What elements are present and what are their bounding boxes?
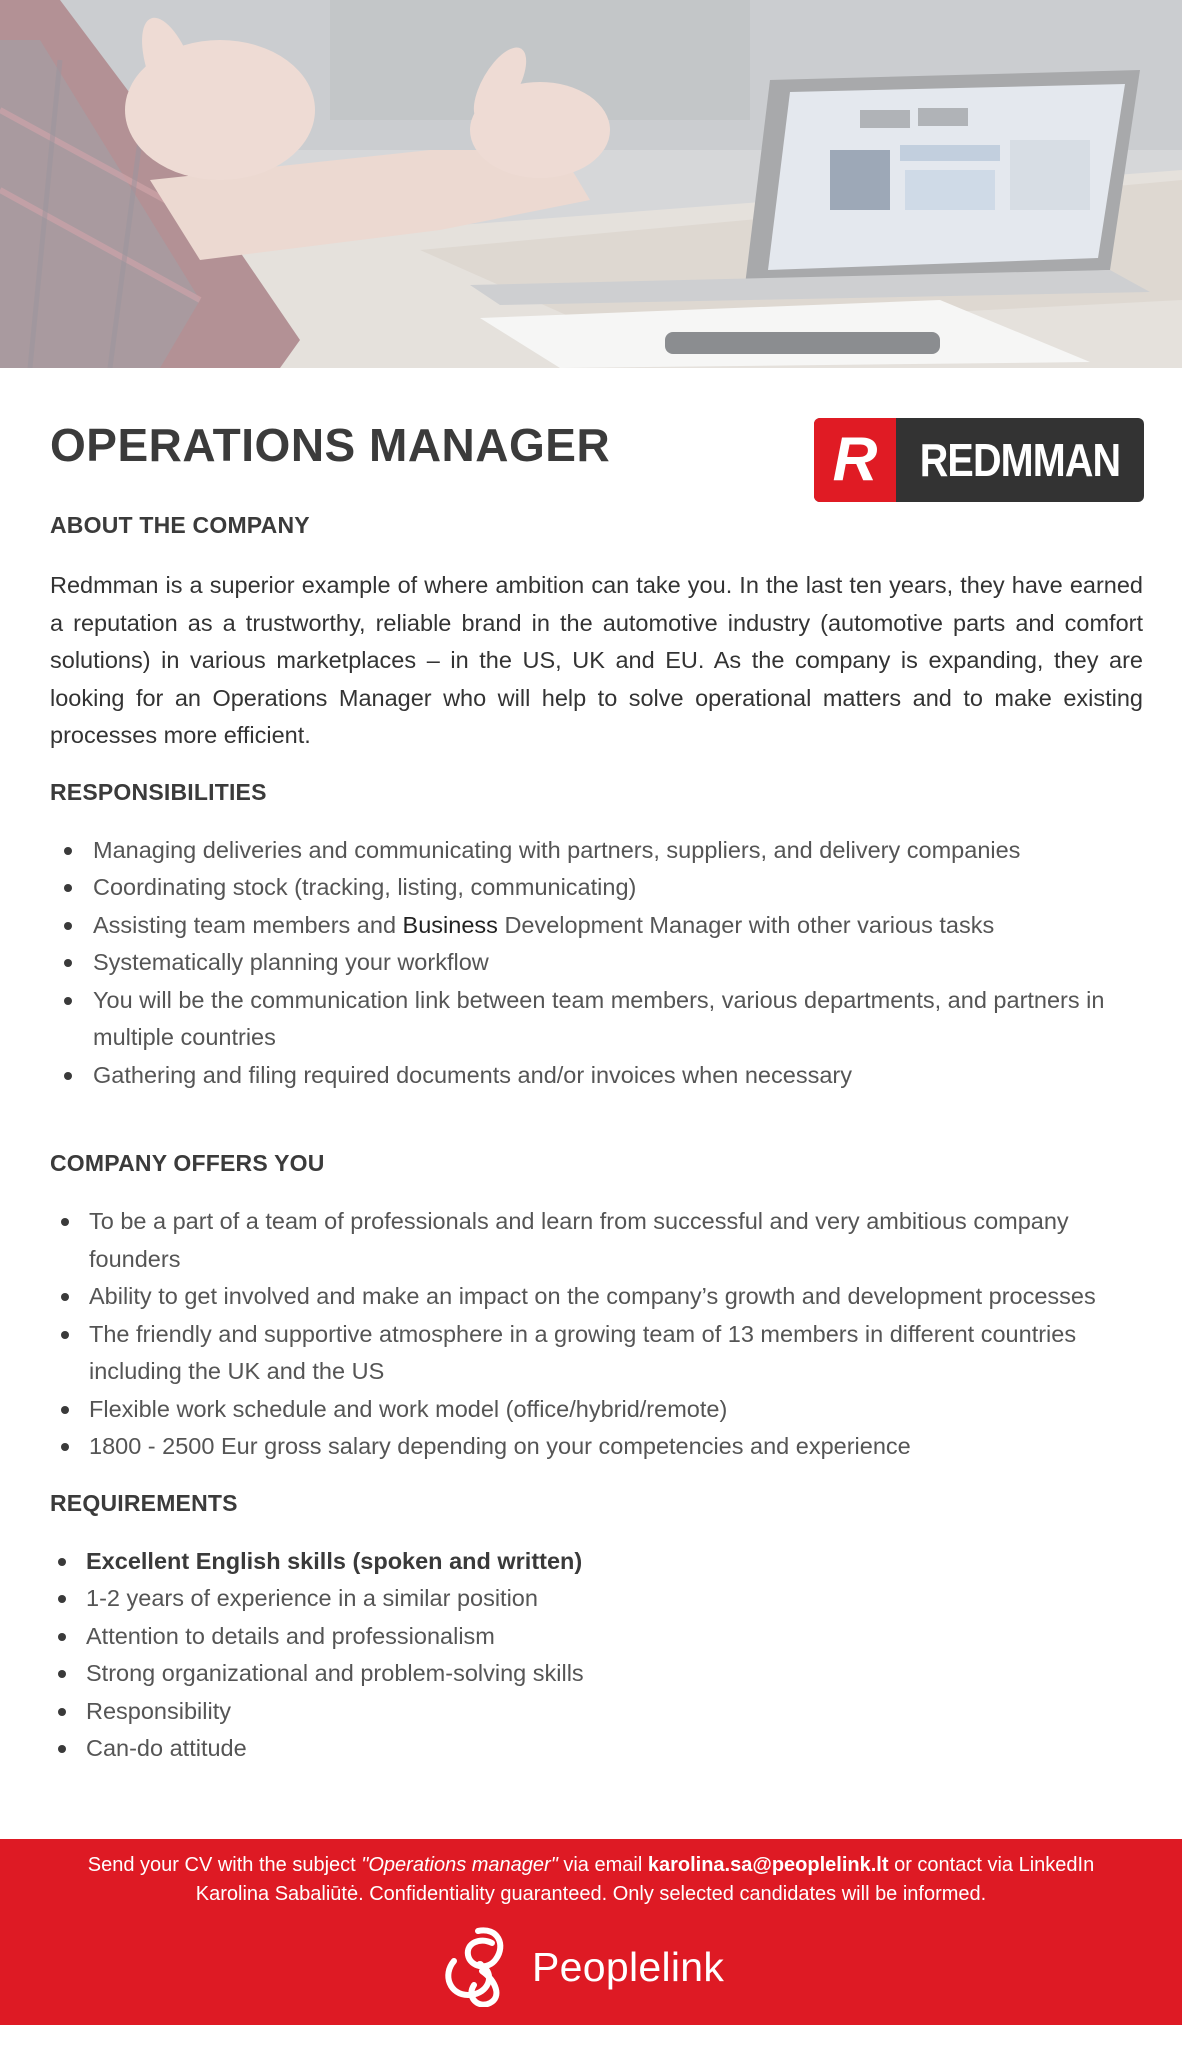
peoplelink-knot-icon [440, 1923, 520, 2012]
responsibilities-heading: RESPONSIBILITIES [50, 778, 267, 805]
list-item: 1-2 years of experience in a similar position [50, 1580, 1143, 1618]
list-item: You will be the communication link between team members, various departments, and partners in multiple countries [50, 982, 1143, 1057]
list-item-emphasis: Business [402, 911, 498, 938]
list-item: To be a part of a team of professionals and learn from successful and very ambitious company founders [50, 1203, 1143, 1278]
page-title: OPERATIONS MANAGER [50, 419, 611, 471]
list-item: Coordinating stock (tracking, listing, communicating) [50, 869, 1143, 907]
peoplelink-wordmark: Peoplelink [532, 1943, 725, 1990]
offers-heading: COMPANY OFFERS YOU [50, 1150, 325, 1176]
list-item: Responsibility [50, 1693, 1143, 1731]
logo-wordmark: REDMMAN [919, 434, 1121, 486]
logo-mark-letter: R [832, 425, 878, 494]
requirements-heading: REQUIREMENTS [50, 1489, 238, 1516]
hero-photo [0, 0, 1182, 368]
list-item: Can-do attitude [50, 1730, 1143, 1768]
requirements-list [50, 1543, 1143, 1768]
list-item-text: Development Manager with other various tasks [504, 911, 995, 938]
responsibilities-list [50, 832, 1143, 1095]
list-item: Strong organizational and problem-solving skills [50, 1655, 1143, 1693]
list-item [50, 907, 1143, 945]
list-item: Excellent English skills (spoken and written) [50, 1543, 1143, 1581]
list-item: Managing deliveries and communicating with partners, suppliers, and delivery companies [50, 832, 1143, 870]
contact-email-link[interactable]: karolina.sa@peoplelink.lt [647, 1854, 889, 1876]
list-item: Flexible work schedule and work model (office/hybrid/remote) [50, 1391, 1143, 1429]
footer-text: via email [557, 1854, 648, 1876]
about-heading: ABOUT THE COMPANY [50, 512, 310, 538]
list-item: 1800 - 2500 Eur gross salary depending on your competencies and experience [50, 1428, 1143, 1466]
email-subject: "Operations manager" [361, 1854, 558, 1876]
application-instructions [70, 1851, 1112, 1909]
list-item: Gathering and filing required documents and/or invoices when necessary [50, 1057, 1143, 1095]
peoplelink-logo [440, 1925, 724, 2009]
about-text: Redmman is a superior example of where ambition can take you. In the last ten years, they have earned a reputation as a trustworthy, reliable brand in the automotive industry (automotive parts and comfort solutions) in various marketplaces – in the US, UK and EU. As the company is expanding, they are looking for an Operations Manager who will help to solve operational matters and to make existing processes more efficient. [50, 572, 1143, 748]
offers-list [50, 1203, 1143, 1466]
list-item: Ability to get involved and make an impact on the company’s growth and development processes [50, 1278, 1143, 1316]
list-item: Systematically planning your workflow [50, 944, 1143, 982]
contact-footer [0, 1839, 1182, 2025]
list-item: Attention to details and professionalism [50, 1618, 1143, 1656]
logo-mark [814, 418, 896, 502]
list-item: The friendly and supportive atmosphere in a growing team of 13 members in different countries including the UK and the US [50, 1316, 1143, 1391]
footer-text: or contact via LinkedIn Karolina Sabaliūtė. Confidentiality guaranteed. Only selected candidates will be informed. [195, 1854, 1095, 1905]
job-description [50, 512, 1143, 1768]
list-item-text: Assisting team members and [93, 911, 397, 938]
company-logo [814, 418, 1144, 502]
footer-text: Send your CV with the subject [87, 1854, 362, 1876]
